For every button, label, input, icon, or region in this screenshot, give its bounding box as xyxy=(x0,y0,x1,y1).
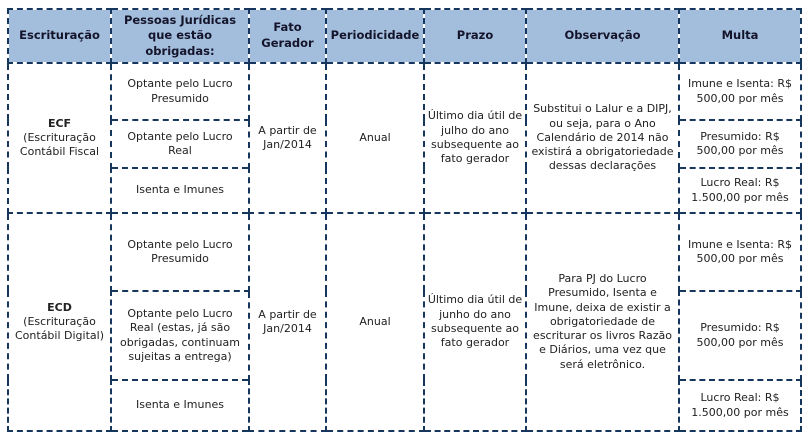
cell-ecd-escrituracao xyxy=(8,213,111,431)
cell-ecd-prazo: Último dia útil de junho do ano subsequente ao fato gerador xyxy=(424,213,526,431)
cell-ecd-fato-gerador: A partir de Jan/2014 xyxy=(249,213,326,431)
cell-ecd-multa-presumido: Presumido: R$ 500,00 por mês xyxy=(679,291,801,380)
ecf-name-label: (Escrituração Contábil Fiscal xyxy=(19,130,100,159)
obligations-table-container xyxy=(7,8,802,432)
column-header-fato-gerador: Fato Gerador xyxy=(249,9,326,63)
column-header-escrituracao: Escrituração xyxy=(8,9,111,63)
cell-ecf-multa-imune: Imune e Isenta: R$ 500,00 por mês xyxy=(679,63,801,120)
cell-ecf-pessoa-isenta: Isenta e Imunes xyxy=(111,168,249,213)
table-row-ecd-1 xyxy=(8,213,801,291)
cell-ecf-multa-lucro-real: Lucro Real: R$ 1.500,00 por mês xyxy=(679,168,801,213)
column-header-pessoas-juridicas: Pessoas Jurídicas que estão obrigadas: xyxy=(111,9,249,63)
column-header-multa: Multa xyxy=(679,9,801,63)
cell-ecf-pessoa-presumido: Optante pelo Lucro Presumido xyxy=(111,63,249,120)
cell-ecd-pessoa-real: Optante pelo Lucro Real (estas, já são obrigadas, continuam sujeitas a entrega) xyxy=(111,291,249,380)
cell-ecf-observacao: Substitui o Lalur e a DIPJ, ou seja, para o Ano Calendário de 2014 não existirá a obrigatoriedade dessas declarações xyxy=(526,63,679,213)
column-header-observacao: Observação xyxy=(526,9,679,63)
ecf-code-label: ECF xyxy=(47,116,72,130)
cell-ecd-multa-imune: Imune e Isenta: R$ 500,00 por mês xyxy=(679,213,801,291)
cell-ecf-periodicidade: Anual xyxy=(326,63,424,213)
cell-ecf-prazo: Último dia útil de julho do ano subsequente ao fato gerador xyxy=(424,63,526,213)
cell-ecd-observacao: Para PJ do Lucro Presumido, Isenta e Imune, deixa de existir a obrigatoriedade de escriturar os livros Razão e Diários, uma vez que será eletrônico. xyxy=(526,213,679,431)
ecd-name-label: (Escrituração Contábil Digital) xyxy=(15,314,104,343)
cell-ecd-pessoa-presumido: Optante pelo Lucro Presumido xyxy=(111,213,249,291)
cell-ecd-periodicidade: Anual xyxy=(326,213,424,431)
header-row xyxy=(8,9,801,63)
column-header-periodicidade: Periodicidade xyxy=(326,9,424,63)
cell-ecd-pessoa-isenta: Isenta e Imunes xyxy=(111,380,249,431)
cell-ecf-multa-presumido: Presumido: R$ 500,00 por mês xyxy=(679,120,801,168)
tax-bookkeeping-obligations-table xyxy=(7,8,802,432)
column-header-prazo: Prazo xyxy=(424,9,526,63)
cell-ecd-multa-lucro-real: Lucro Real: R$ 1.500,00 por mês xyxy=(679,380,801,431)
cell-ecf-escrituracao xyxy=(8,63,111,213)
table-row-ecf-1 xyxy=(8,63,801,120)
ecd-code-label: ECD xyxy=(47,300,72,314)
cell-ecf-pessoa-real: Optante pelo Lucro Real xyxy=(111,120,249,168)
cell-ecf-fato-gerador: A partir de Jan/2014 xyxy=(249,63,326,213)
